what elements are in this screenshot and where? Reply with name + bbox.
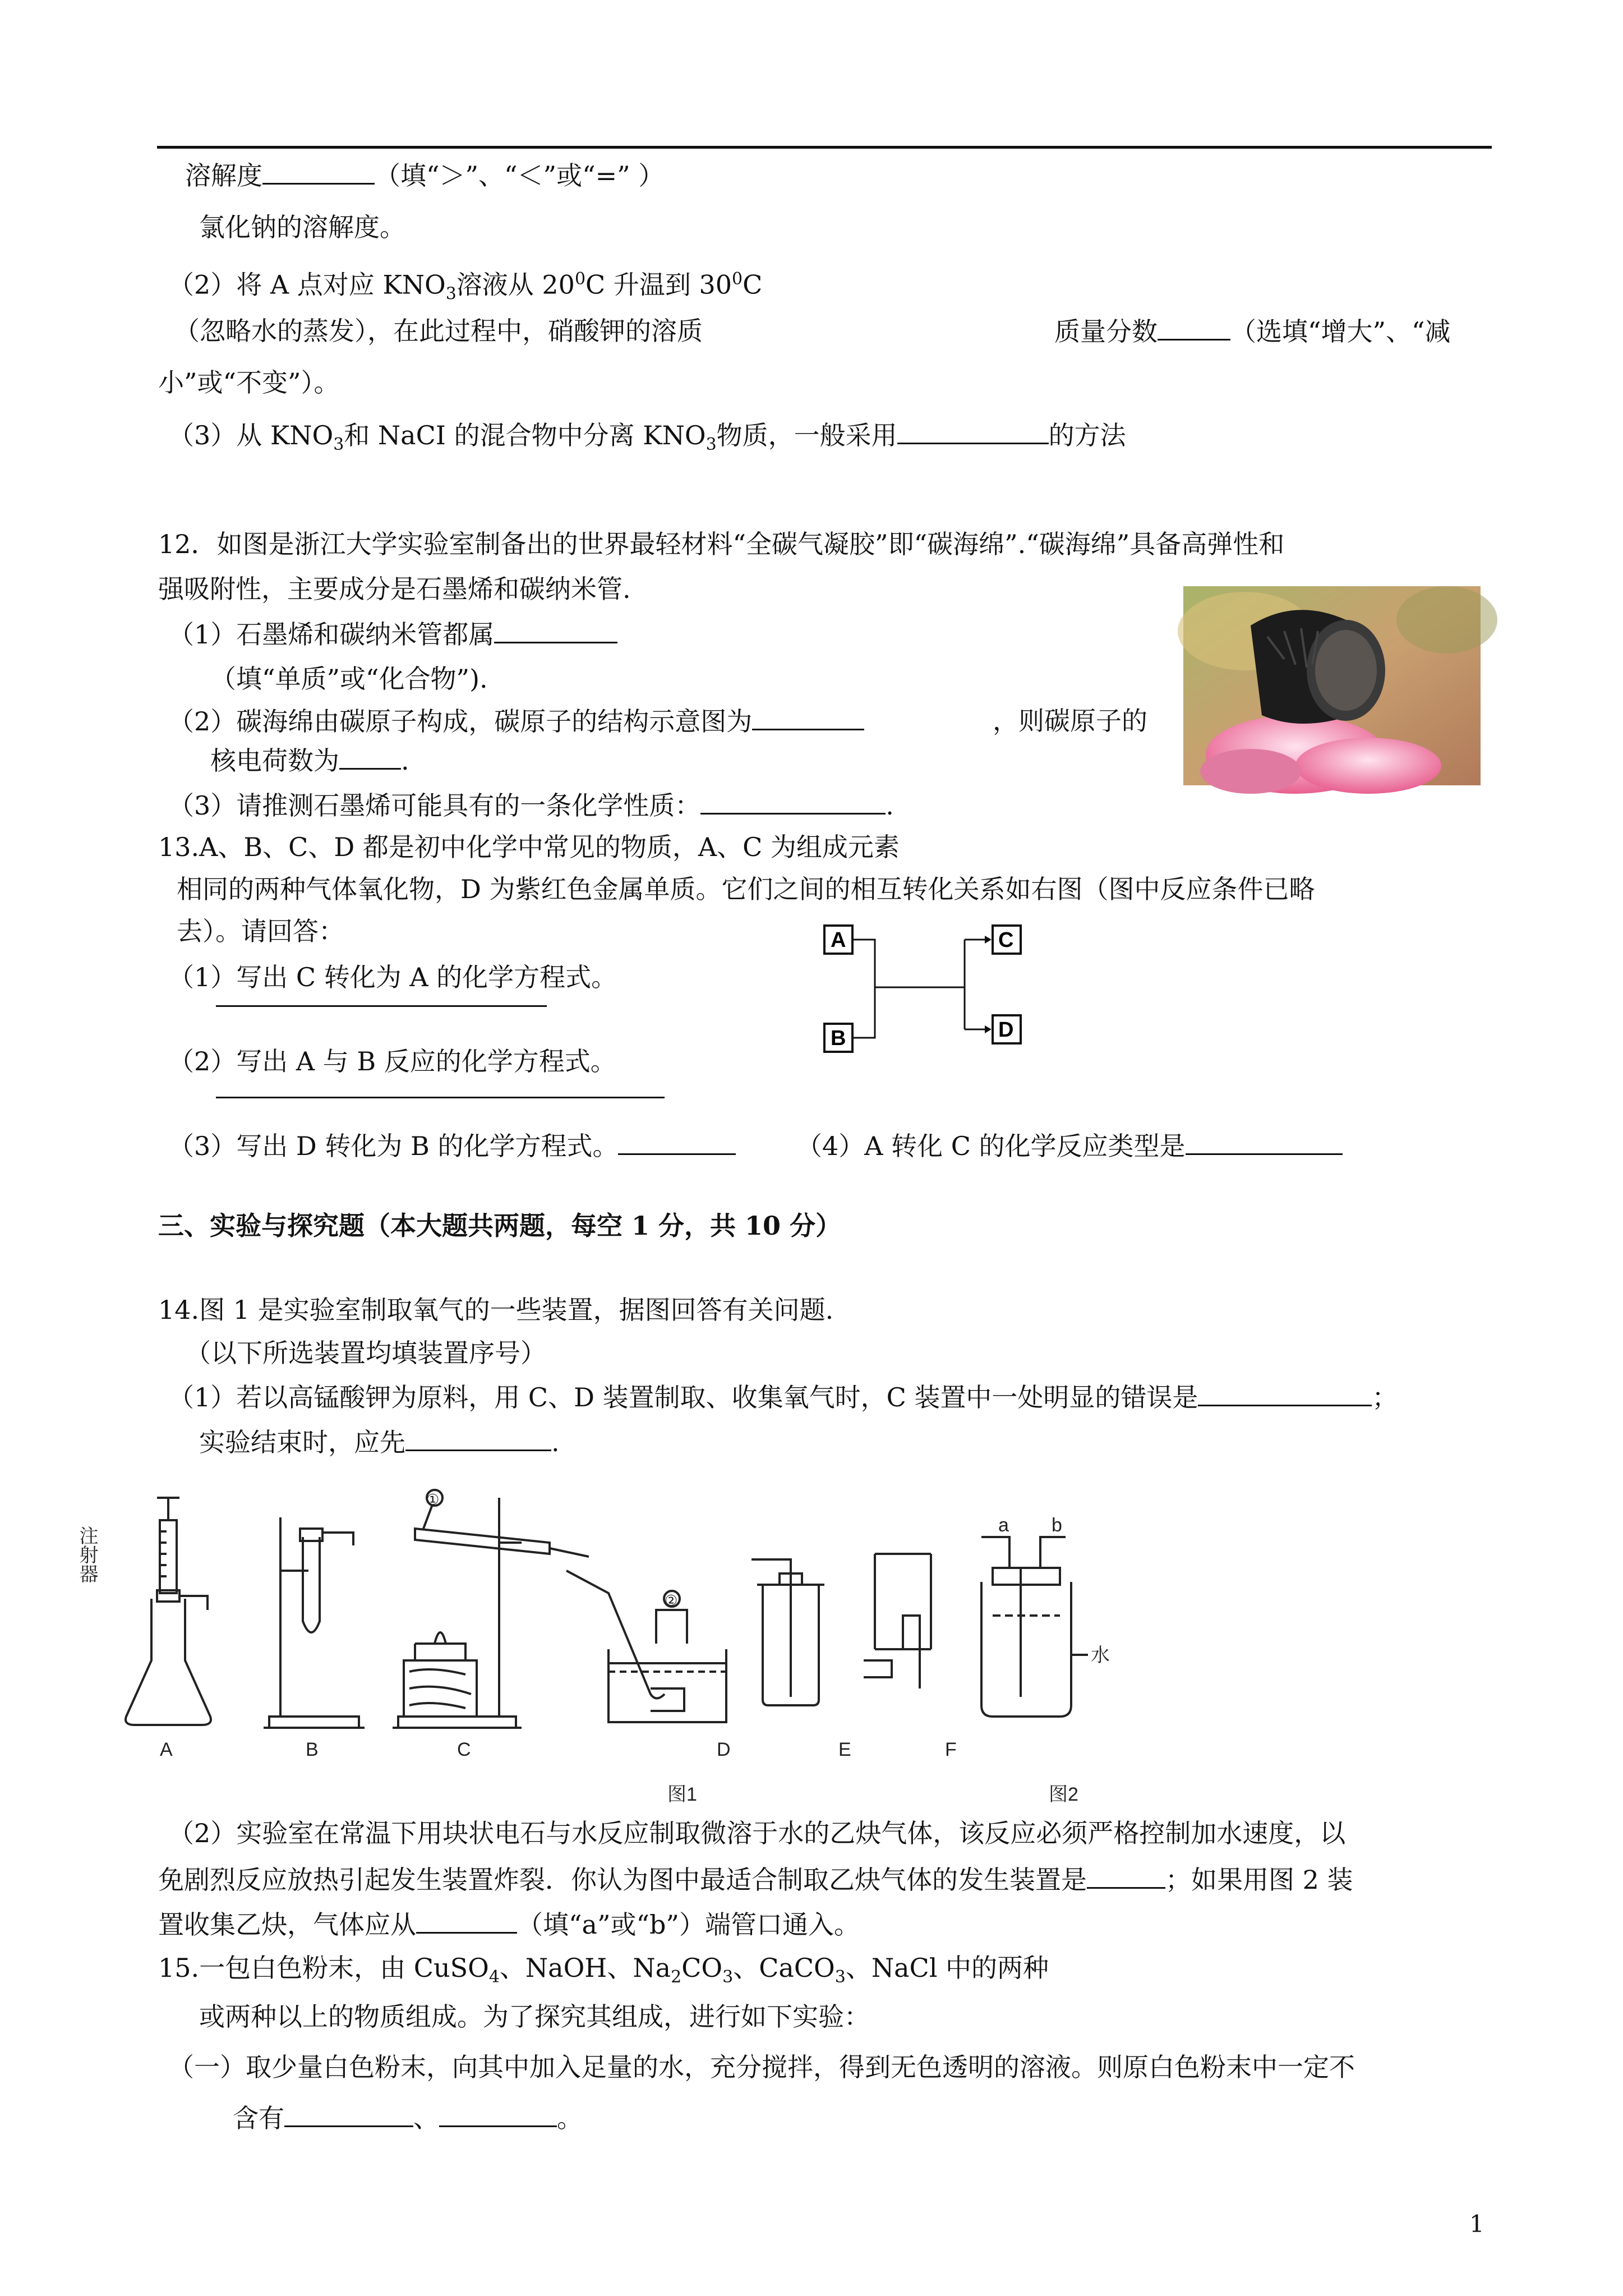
box-a-label: A (831, 928, 846, 952)
apparatus-label-b: B (306, 1739, 319, 1760)
q13-line3: 去）。请回答： (177, 916, 344, 946)
q12-line1: 12．如图是浙江大学实验室制备出的世界最轻材料“全碳气凝胶”即“碳海绵”.“碳海绵”具备高弹性和 (158, 529, 1285, 559)
port-b-label: b (1052, 1515, 1062, 1536)
answer-blank[interactable] (1158, 314, 1230, 341)
q14-text: ； (1372, 1382, 1398, 1412)
header-rule (157, 146, 1492, 149)
apparatus-label-c: C (457, 1739, 471, 1760)
section-3-heading: 三、实验与探究题（本大题共两题，每空 1 分，共 10 分） (158, 1211, 842, 1241)
q11-text: （3）从 KNO (168, 420, 334, 450)
q14-text: 免剧烈反应放热引起发生装置炸裂．你认为图中最适合制取乙炔气体的发生装置是 (158, 1865, 1087, 1895)
q11-line3 (168, 263, 762, 311)
q11-text: 质量分数 (1054, 316, 1158, 347)
answer-blank[interactable] (416, 1907, 517, 1934)
apparatus-figure (73, 1475, 1166, 1805)
answer-blank[interactable] (339, 743, 401, 770)
q11-line4b (1054, 314, 1451, 348)
syringe-label: 注射器 (76, 1526, 98, 1583)
q11-text: 物质，一般采用 (716, 420, 897, 450)
subscript: 3 (445, 284, 457, 304)
port-a-label: a (998, 1515, 1009, 1536)
q15-text: 。 (557, 2103, 583, 2133)
q11-text: （填“＞”、“＜”或“=” ） (375, 160, 665, 191)
q14-line7 (158, 1907, 860, 1941)
q13-text: （4）A 转化 C 的化学反应类型是 (796, 1131, 1186, 1161)
q13-line4: （1）写出 C 转化为 A 的化学方程式。 (168, 962, 617, 992)
q14-text: （填“a”或“b”）端管口通入。 (517, 1910, 860, 1940)
apparatus-label-f: F (945, 1739, 957, 1760)
q11-text: 的方法 (1048, 420, 1126, 450)
q13-line6b (796, 1129, 1343, 1163)
q12-line7 (168, 788, 894, 822)
q14-text: . (551, 1427, 560, 1457)
answer-blank[interactable] (700, 788, 886, 815)
q11-line4 (174, 314, 703, 348)
q11-text: 溶液从 20 (456, 269, 575, 300)
q15-text: 、 (413, 2103, 439, 2133)
q15-text: 、NaOH、Na (499, 1953, 671, 1983)
q12-line6 (210, 743, 409, 777)
q13-text: （3）写出 D 转化为 B 的化学方程式。 (168, 1131, 619, 1161)
q13-line6 (168, 1129, 736, 1163)
subscript: 3 (706, 435, 717, 455)
q15-line2: 或两种以上的物质组成。为了探究其组成，进行如下实验： (199, 2001, 870, 2032)
page-number: 1 (1469, 2210, 1484, 2238)
answer-blank[interactable] (618, 1129, 736, 1155)
mark-1: ① (426, 1491, 440, 1508)
answer-blank[interactable] (494, 617, 617, 643)
q15-text: 含有 (233, 2103, 284, 2133)
superscript: 0 (732, 269, 743, 289)
answer-blank[interactable] (284, 2101, 413, 2127)
q11-line2: 氯化钠的溶解度。 (199, 212, 405, 242)
q15-text: 15.一包白色粉末，由 CuSO (158, 1953, 489, 1983)
q15-line1 (158, 1951, 1049, 1994)
q15-line4 (233, 2101, 583, 2135)
superscript: 0 (574, 269, 586, 289)
q11-text: 和 NaCI 的混合物中分离 KNO (344, 420, 706, 450)
answer-blank[interactable] (405, 1425, 551, 1451)
q13-line2: 相同的两种气体氧化物，D 为紫红色金属单质。它们之间的相互转化关系如右图（图中反应条件已略 (177, 874, 1315, 904)
q12-line4: （填“单质”或“化合物”). (210, 664, 488, 694)
q11-text: （忽略水的蒸发），在此过程中，硝酸钾的溶质 (174, 316, 703, 346)
q11-text: （选填“增大”、“减 (1230, 316, 1451, 347)
q14-line6 (158, 1862, 1353, 1897)
box-d-label: D (998, 1018, 1014, 1042)
water-label: 水 (1091, 1645, 1110, 1666)
q15-text: CO (681, 1953, 723, 1983)
q14-text: ；如果用图 2 装 (1165, 1865, 1353, 1895)
q14-text: 置收集乙炔，气体应从 (158, 1910, 416, 1940)
subscript: 3 (333, 435, 344, 455)
apparatus-label-a: A (160, 1739, 173, 1760)
answer-blank[interactable] (752, 704, 864, 730)
apparatus-label-d: D (717, 1739, 731, 1760)
q12-line2: 强吸附性，主要成分是石墨烯和碳纳米管. (158, 574, 631, 604)
q12-line5b: ，则碳原子的 (993, 706, 1147, 736)
q14-line3 (168, 1380, 1398, 1414)
q12-text: . (401, 746, 409, 776)
q11-text: C (743, 269, 763, 300)
q13-line1: 13.A、B、C、D 都是初中化学中常见的物质，A、C 为组成元素 (158, 832, 900, 862)
answer-blank[interactable] (1198, 1380, 1372, 1406)
q14-line1: 14.图 1 是实验室制取氧气的一些装置，据图回答有关问题. (158, 1295, 834, 1325)
subscript: 2 (671, 1967, 682, 1987)
q14-text: （1）若以高锰酸钾为原料，用 C、D 装置制取、收集氧气时，C 装置中一处明显的错误是 (168, 1382, 1198, 1412)
q14-line4 (199, 1425, 560, 1459)
q11-line6 (168, 418, 1126, 462)
apparatus-label-e: E (838, 1739, 851, 1760)
q12-text: （2）碳海绵由碳原子构成，碳原子的结构示意图为 (168, 706, 753, 737)
mark-2: ② (665, 1592, 678, 1609)
box-c-label: C (998, 928, 1014, 952)
figure1-caption: 图1 (667, 1784, 697, 1805)
q15-text: 、NaCl 中的两种 (845, 1953, 1049, 1983)
subscript: 4 (488, 1967, 500, 1987)
subscript: 3 (834, 1967, 846, 1987)
relation-diagram (813, 920, 1038, 1066)
answer-blank[interactable] (216, 1097, 665, 1098)
q11-text: C 升温到 30 (585, 269, 732, 300)
answer-blank[interactable] (262, 158, 375, 185)
q11-text: （2）将 A 点对应 KNO (168, 269, 446, 300)
q12-text: 核电荷数为 (210, 746, 339, 776)
answer-blank[interactable] (897, 418, 1049, 444)
answer-blank[interactable] (216, 1005, 547, 1007)
carbon-sponge-photo (1183, 586, 1481, 785)
q15-line3: （一）取少量白色粉末，向其中加入足量的水，充分搅拌，得到无色透明的溶液。则原白色粉末中一定不 (168, 2052, 1355, 2082)
subscript: 3 (722, 1967, 734, 1987)
q11-text: 溶解度 (185, 160, 262, 191)
q11-line1 (185, 158, 664, 192)
q15-text: 、CaCO (733, 1953, 835, 1983)
answer-blank[interactable] (1087, 1862, 1165, 1889)
q12-text: （3）请推测石墨烯可能具有的一条化学性质： (168, 790, 701, 821)
q11-line5: 小”或“不变”）。 (158, 367, 340, 398)
q12-line3 (168, 617, 617, 651)
figure2-caption: 图2 (1049, 1784, 1078, 1805)
q14-line2: （以下所选装置均填装置序号） (185, 1338, 546, 1368)
answer-blank[interactable] (1186, 1129, 1343, 1155)
q12-text: （1）石墨烯和碳纳米管都属 (168, 619, 495, 650)
answer-blank[interactable] (439, 2101, 557, 2127)
q14-text: 实验结束时，应先 (199, 1427, 405, 1457)
q12-text: . (886, 790, 894, 821)
q14-line5: （2）实验室在常温下用块状电石与水反应制取微溶于水的乙炔气体，该反应必须严格控制加水速度，以 (168, 1818, 1346, 1848)
q13-line5: （2）写出 A 与 B 反应的化学方程式。 (168, 1046, 616, 1076)
q12-line5 (168, 704, 864, 738)
box-b-label: B (831, 1027, 846, 1050)
